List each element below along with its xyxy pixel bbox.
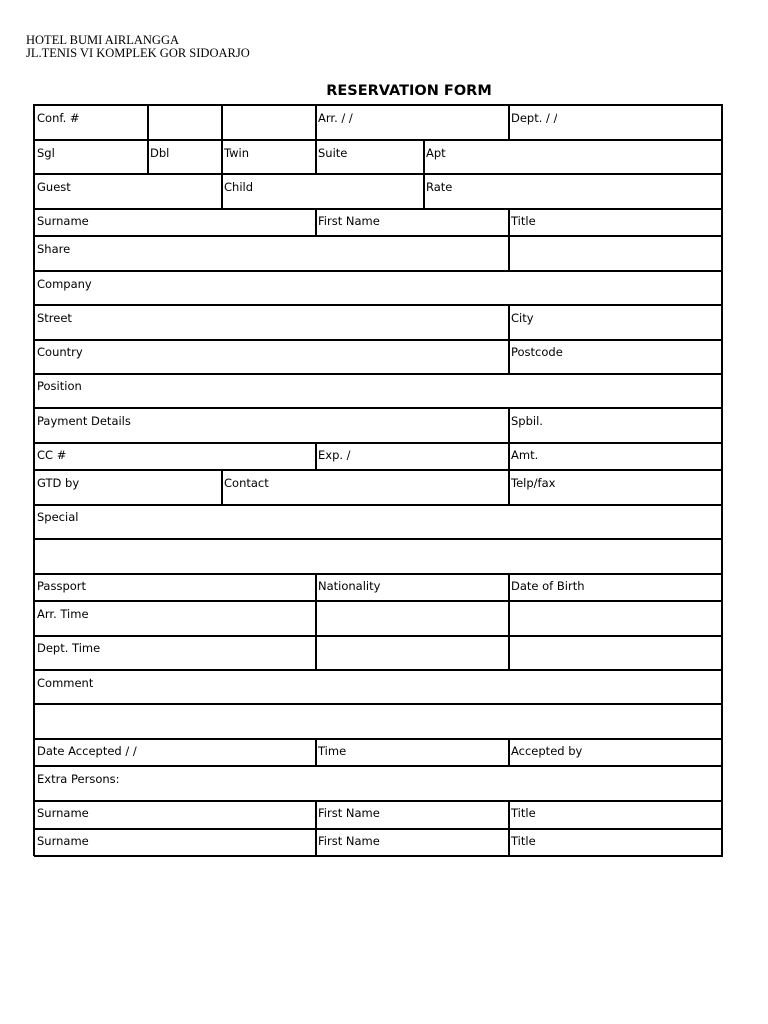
- first-name-field[interactable]: First Name: [318, 214, 380, 228]
- title-field[interactable]: Title: [511, 214, 536, 228]
- hotel-address: JL.TENIS VI KOMPLEK GOR SIDOARJO: [26, 46, 250, 60]
- form-title: RESERVATION FORM: [326, 83, 492, 99]
- extra-surname-field[interactable]: Surname: [37, 834, 89, 848]
- gtd-by-field[interactable]: GTD by: [37, 476, 80, 490]
- extra-persons-label: Extra Persons:: [37, 772, 120, 786]
- extra-title-field[interactable]: Title: [511, 834, 536, 848]
- extra-surname-field[interactable]: Surname: [37, 806, 89, 820]
- departure-date-field[interactable]: Dept. / /: [511, 111, 558, 125]
- company-field[interactable]: Company: [37, 277, 92, 291]
- apt-field[interactable]: Apt: [426, 146, 446, 160]
- telp-fax-field[interactable]: Telp/fax: [511, 476, 556, 490]
- contact-field[interactable]: Contact: [224, 476, 269, 490]
- arrival-date-field[interactable]: Arr. / /: [318, 111, 353, 125]
- sgl-field[interactable]: Sgl: [37, 146, 55, 160]
- extra-first-name-field[interactable]: First Name: [318, 806, 380, 820]
- date-of-birth-field[interactable]: Date of Birth: [511, 579, 585, 593]
- comment-field[interactable]: Comment: [37, 676, 94, 690]
- surname-field[interactable]: Surname: [37, 214, 89, 228]
- rate-field[interactable]: Rate: [426, 180, 453, 194]
- nationality-field[interactable]: Nationality: [318, 579, 381, 593]
- special-field[interactable]: Special: [37, 510, 79, 524]
- guest-field[interactable]: Guest: [37, 180, 71, 194]
- spbil-field[interactable]: Spbil.: [511, 414, 543, 428]
- dbl-field[interactable]: Dbl: [150, 146, 170, 160]
- street-field[interactable]: Street: [37, 311, 72, 325]
- arrival-time-field[interactable]: Arr. Time: [37, 607, 89, 621]
- accepted-by-field[interactable]: Accepted by: [511, 744, 583, 758]
- country-field[interactable]: Country: [37, 345, 83, 359]
- position-field[interactable]: Position: [37, 379, 82, 393]
- suite-field[interactable]: Suite: [318, 146, 348, 160]
- extra-first-name-field[interactable]: First Name: [318, 834, 380, 848]
- share-field[interactable]: Share: [37, 242, 71, 256]
- extra-title-field[interactable]: Title: [511, 806, 536, 820]
- hotel-name: HOTEL BUMI AIRLANGGA: [26, 33, 179, 47]
- date-accepted-field[interactable]: Date Accepted / /: [37, 744, 137, 758]
- amount-field[interactable]: Amt.: [511, 448, 539, 462]
- conf-field[interactable]: Conf. #: [37, 111, 80, 125]
- child-field[interactable]: Child: [224, 180, 254, 194]
- time-field[interactable]: Time: [318, 744, 347, 758]
- payment-details-field[interactable]: Payment Details: [37, 414, 131, 428]
- passport-field[interactable]: Passport: [37, 579, 87, 593]
- expiry-field[interactable]: Exp. /: [318, 448, 351, 462]
- cc-number-field[interactable]: CC #: [37, 448, 67, 462]
- postcode-field[interactable]: Postcode: [511, 345, 563, 359]
- city-field[interactable]: City: [511, 311, 534, 325]
- departure-time-field[interactable]: Dept. Time: [37, 641, 101, 655]
- twin-field[interactable]: Twin: [224, 146, 250, 160]
